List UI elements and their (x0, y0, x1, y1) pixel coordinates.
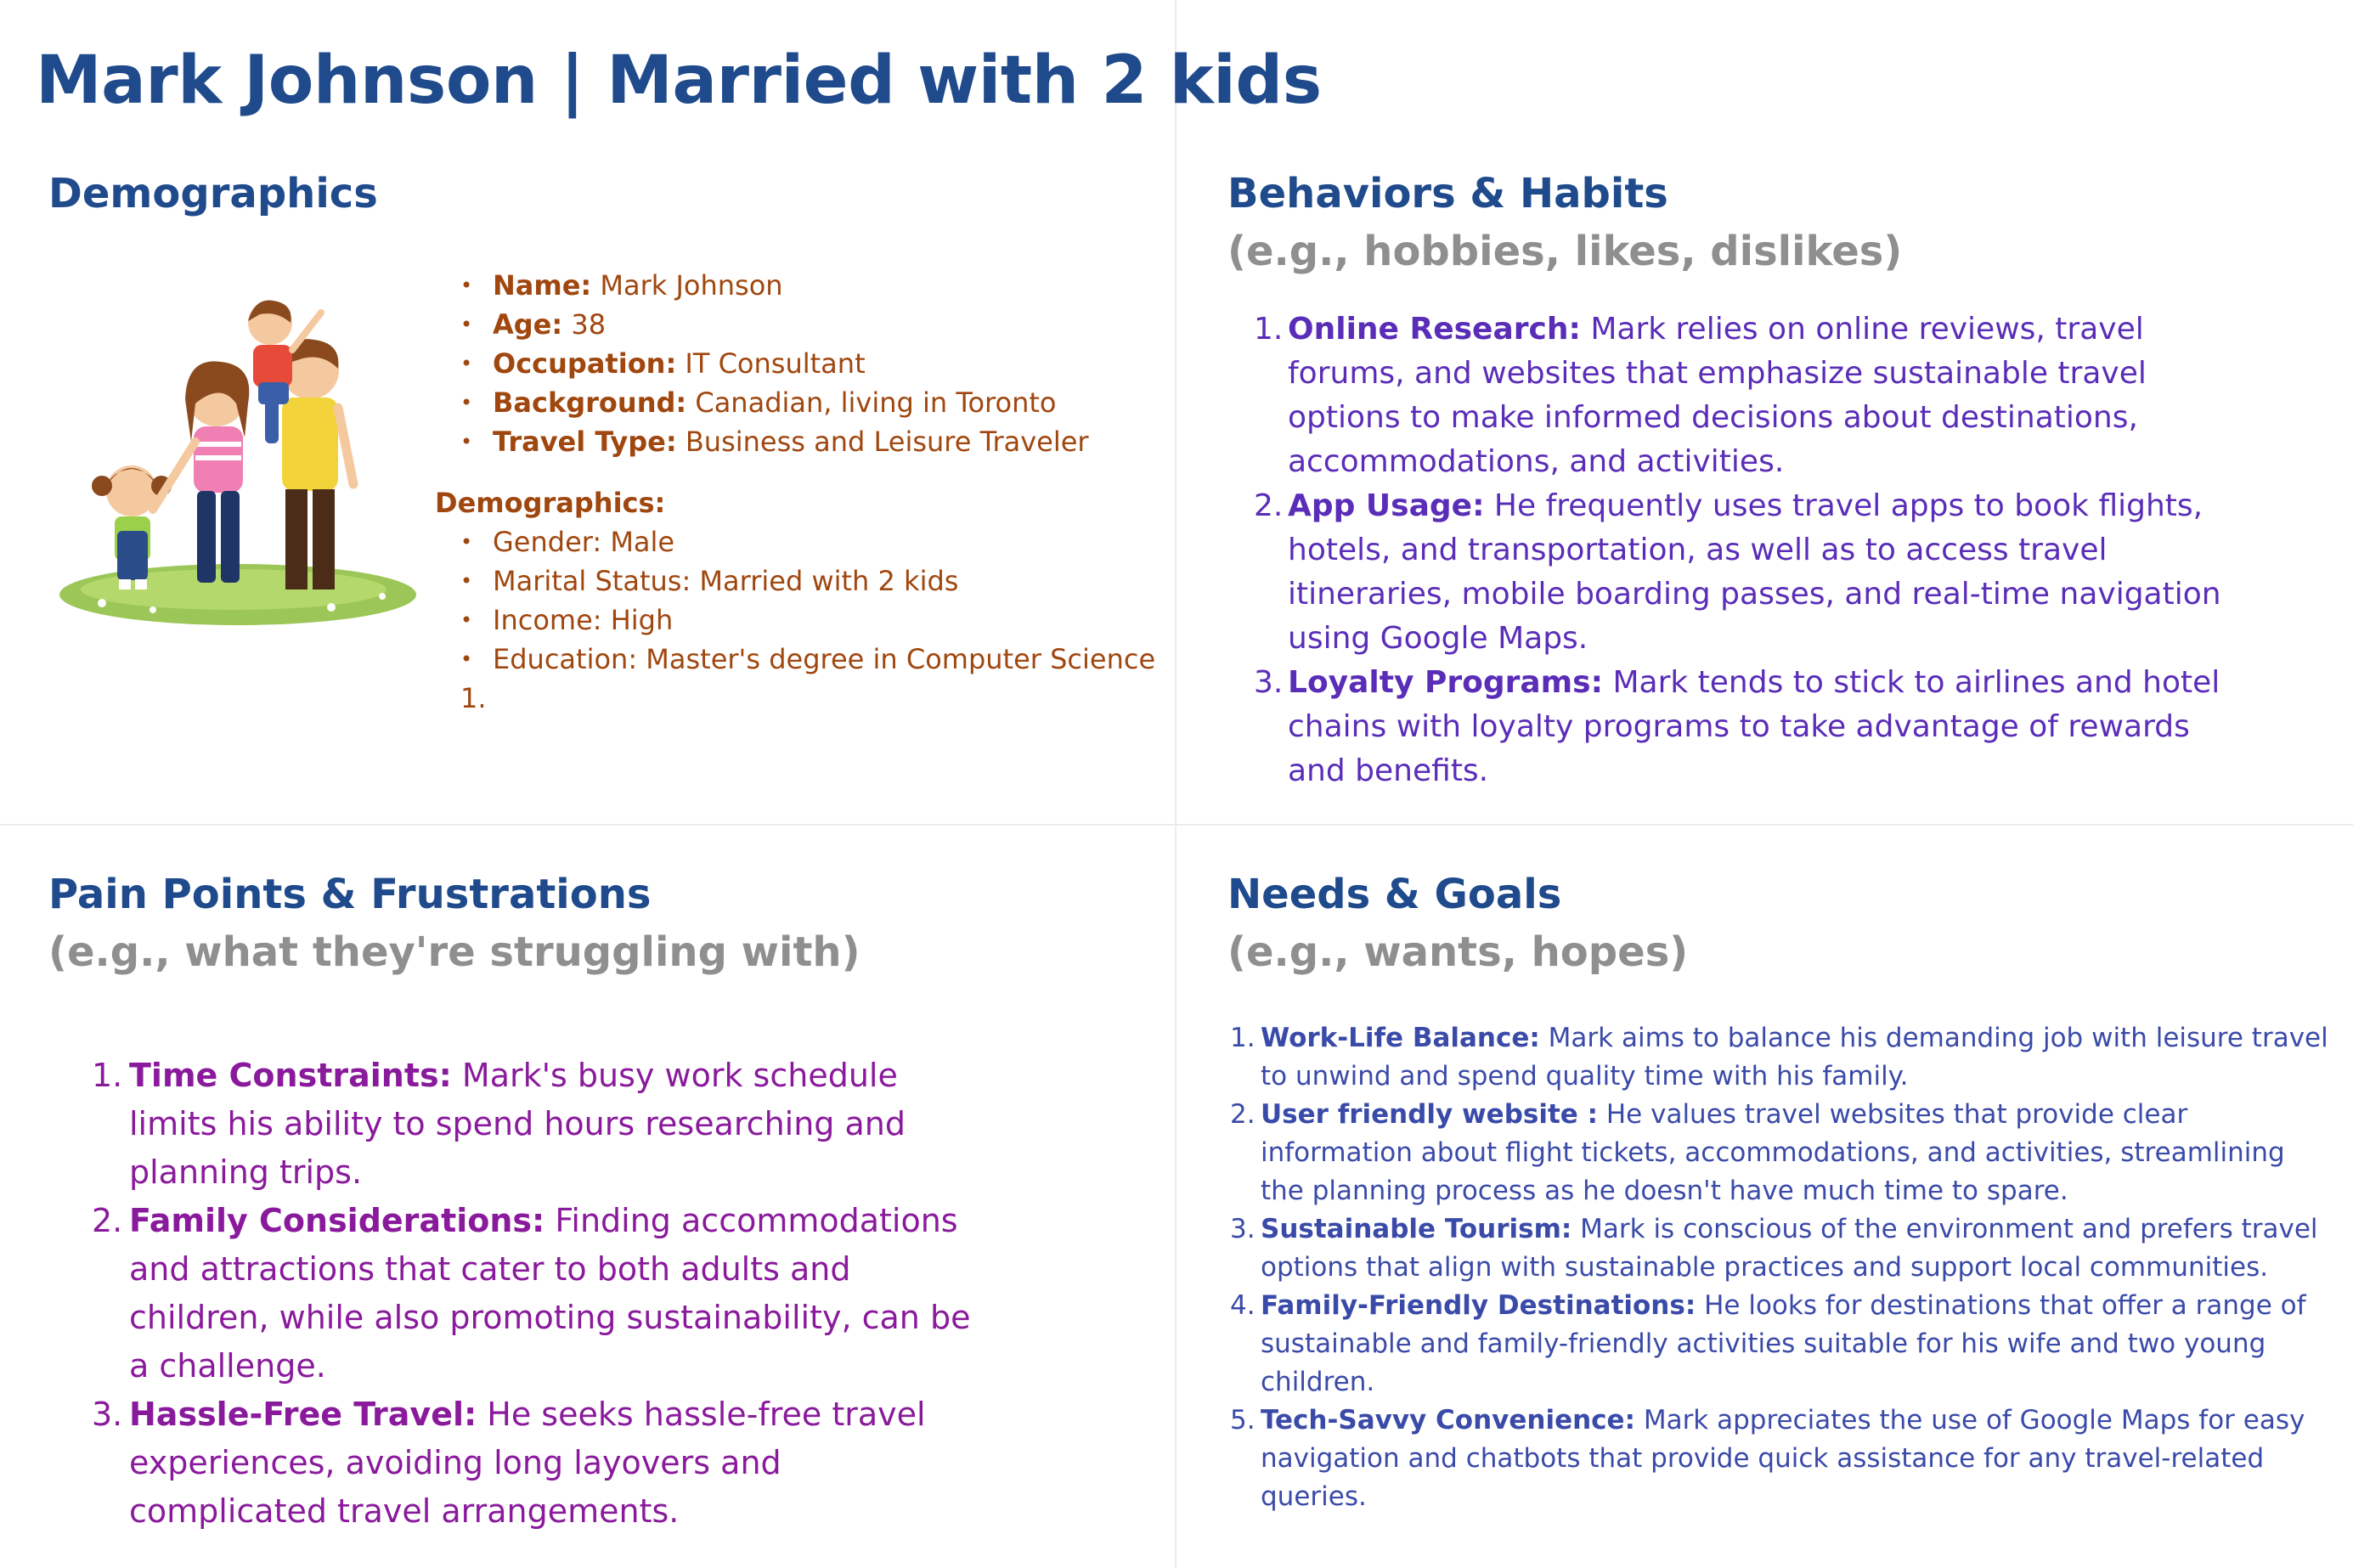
item-text: Mark is conscious of the environment and prefers travel options that align with sustainable practices and support local communities. (1261, 1214, 2318, 1283)
pain-points-subheading: (e.g., what they're struggling with) (48, 928, 861, 976)
family-illustration-icon (51, 297, 425, 637)
item-label: Hassle-Free Travel: (129, 1396, 477, 1433)
item-text: Finding accommodations and attractions that cater to both adults and children, while also promoting sustainability, can be a challenge. (129, 1202, 971, 1385)
list-number: 5. (1230, 1405, 1255, 1435)
item-label: App Usage: (1288, 488, 1485, 523)
item-label: Sustainable Tourism: (1261, 1214, 1572, 1244)
list-number: 2. (1254, 488, 1284, 523)
profile-item-travel-type (435, 422, 1131, 461)
profile-value: Business and Leisure Traveler (676, 426, 1089, 458)
item-text: He looks for destinations that offer a range of sustainable and family-friendly activities suitable for his wife and two young children. (1261, 1290, 2306, 1397)
item-label: Work-Life Balance: (1261, 1023, 1540, 1053)
profile-label: Travel Type: (493, 426, 677, 458)
item-text: Mark relies on online reviews, travel forums, and websites that emphasize sustainable travel options to make informed decisions about destinations, accommodations, and activities. (1288, 312, 2147, 479)
profile-label: Background: (493, 386, 687, 419)
demographics-details (435, 266, 1156, 718)
list-number: 3. (1230, 1214, 1255, 1244)
item-label: Time Constraints: (129, 1057, 452, 1094)
horizontal-divider (0, 824, 2353, 826)
item-text: He values travel websites that provide clear information about flight tickets, accommodations, and activities, streamlining the planning process as he doesn't have much time to spare. (1261, 1099, 2285, 1206)
pain-points-heading: Pain Points & Frustrations (48, 871, 652, 918)
needs-goals-heading: Needs & Goals (1227, 871, 1562, 918)
item-text: Mark tends to stick to airlines and hotel chains with loyalty programs to take advantage of rewards and benefits. (1288, 665, 2220, 788)
item-label: Family Considerations: (129, 1202, 545, 1239)
item-label: Online Research: (1288, 312, 1581, 347)
item-text: Mark aims to balance his demanding job with leisure travel to unwind and spend quality time with his family. (1261, 1023, 2328, 1091)
item-text: He seeks hassle-free travel experiences, avoiding long layovers and complicated travel arrangements. (129, 1396, 926, 1530)
profile-value: Canadian, living in Toronto (686, 386, 1057, 419)
list-number: 1. (1254, 312, 1284, 347)
pain-points-list (92, 1052, 975, 1536)
item-label: Loyalty Programs: (1288, 665, 1604, 700)
profile-item-name (435, 266, 1131, 305)
vertical-divider (1175, 0, 1176, 1568)
profile-item-occupation (435, 344, 1131, 383)
detail-item-marital-status: • Marital Status: Married with 2 kids (435, 561, 1131, 601)
item-label: Tech-Savvy Convenience: (1261, 1405, 1635, 1435)
profile-value: Mark Johnson (591, 269, 783, 302)
detail-item-income: • Income: High (435, 601, 1131, 640)
list-item (1230, 1096, 2334, 1210)
list-item (92, 1197, 975, 1390)
demographics-heading: Demographics (48, 170, 378, 217)
item-text: Mark appreciates the use of Google Maps for easy navigation and chatbots that provide quick assistance for any travel-related queries. (1261, 1405, 2305, 1512)
behaviors-list (1254, 307, 2231, 793)
list-item (92, 1052, 975, 1197)
profile-list (435, 266, 1131, 461)
profile-item-background (435, 383, 1131, 422)
profile-item-age (435, 305, 1131, 344)
list-number: 1. (1230, 1023, 1255, 1053)
list-item (1230, 1287, 2334, 1402)
demographics-subheading: Demographics: (435, 487, 666, 519)
page-title: Mark Johnson | Married with 2 kids (36, 42, 1322, 119)
detail-item-education: • Education: Master's degree in Computer Science (435, 640, 1131, 679)
list-item (1254, 307, 2231, 484)
list-number: 2. (92, 1202, 123, 1239)
list-item (1254, 484, 2231, 661)
item-label: Family-Friendly Destinations: (1261, 1290, 1696, 1321)
behaviors-subheading: (e.g., hobbies, likes, dislikes) (1227, 228, 1903, 275)
behaviors-heading: Behaviors & Habits (1227, 170, 1668, 217)
item-text: Mark's busy work schedule limits his ability to spend hours researching and planning trips. (129, 1057, 906, 1191)
list-number: 1. (92, 1057, 123, 1094)
list-item (92, 1390, 975, 1536)
list-item (1254, 661, 2231, 793)
list-item (1230, 1019, 2334, 1096)
profile-value: IT Consultant (676, 347, 866, 380)
needs-goals-list (1230, 1019, 2334, 1516)
trailing-list-number: 1. (460, 682, 487, 714)
profile-value: 38 (562, 308, 607, 341)
detail-item-gender: • Gender: Male (435, 522, 1131, 561)
list-number: 3. (1254, 665, 1284, 700)
list-item (1230, 1402, 2334, 1516)
item-text: He frequently uses travel apps to book flights, hotels, and transportation, as well as to access travel itineraries, mobile boarding passes, and real-time navigation using Google Maps. (1288, 488, 2221, 656)
needs-goals-subheading: (e.g., wants, hopes) (1227, 928, 1689, 976)
profile-label: Age: (493, 308, 563, 341)
list-number: 3. (92, 1396, 123, 1433)
item-label: User friendly website : (1261, 1099, 1599, 1130)
profile-label: Occupation: (493, 347, 677, 380)
demographic-details-list (435, 522, 1156, 679)
list-number: 4. (1230, 1290, 1255, 1321)
profile-label: Name: (493, 269, 592, 302)
list-item (1230, 1210, 2334, 1287)
list-number: 2. (1230, 1099, 1255, 1130)
